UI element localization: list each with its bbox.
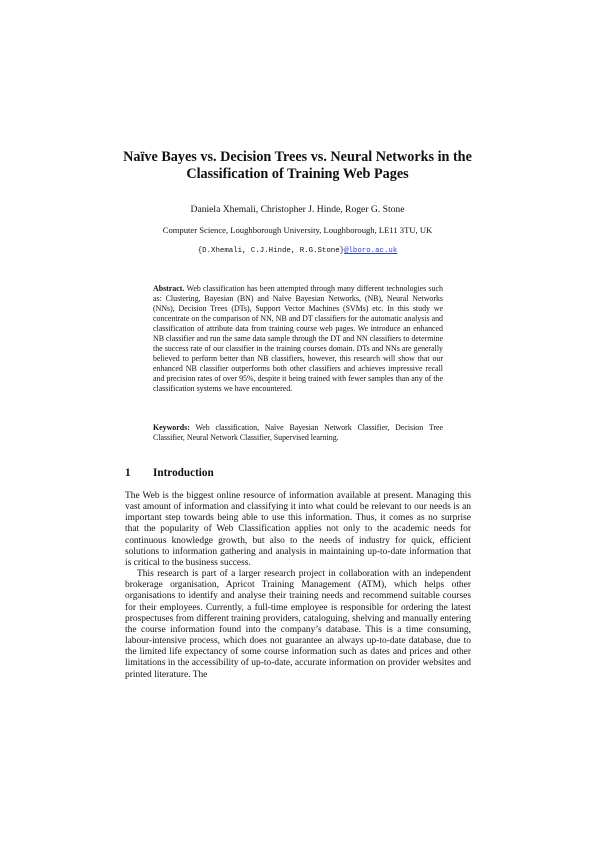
paragraph-1: The Web is the biggest online resource of information available at present. Managing this vast amount of information and classifying it into what could be relevant to our needs is an important step towards being able to use this information. Thus, it comes as no surprise that the popularity of Web Classification applies not only to the academic needs for continuous knowledge growth, but also to the needs of industry for quick, efficient solutions to information gathering and analysis in maintaining up-to-date information that is critical to the business success. <box>125 491 471 568</box>
section-number: 1 <box>125 467 131 479</box>
section-heading <box>125 466 214 480</box>
author-emails <box>100 246 495 256</box>
title-line-1: Naïve Bayes vs. Decision Trees vs. Neural Networks in the <box>123 149 472 165</box>
section-body <box>125 491 471 681</box>
keywords-text: Web classification, Naïve Bayesian Network Classifier, Decision Tree Classifier, Neural Network Classifier, Supervised learning. <box>153 423 443 443</box>
title-line-2: Classification of Training Web Pages <box>186 166 409 182</box>
affiliation: Computer Science, Loughborough University, Loughborough, LE11 3TU, UK <box>162 225 433 235</box>
keywords <box>153 423 443 443</box>
email-names: {D.Xhemali, C.J.Hinde, R.G.Stone} <box>197 247 345 255</box>
author-list: Daniela Xhemali, Christopher J. Hinde, Roger G. Stone <box>190 204 405 215</box>
section-title: Introduction <box>153 467 214 479</box>
paragraph-2: This research is part of a larger research project in collaboration with an independent brokerage organisation, Apricot Training Management (ATM), which helps other organisations to identify and analyse their training needs and recommend suitable courses for their employees. Currently, a full-time employee is responsible for ordering the latest prospectuses from different training providers, cataloguing, shelving and manually entering the course information found into the company’s database. This is a time consuming, labour-intensive process, which does not guarantee an always up-to-date database, due to the limited life expectancy of some course information such as dates and prices and other limitations in the accessibility of up-to-date, accurate information on provider websites and printed literature. The <box>125 569 471 680</box>
abstract-label: Abstract. <box>153 284 185 293</box>
abstract <box>153 284 443 395</box>
email-domain-link[interactable]: @lboro.ac.uk <box>344 247 398 255</box>
keywords-label: Keywords: <box>153 423 190 432</box>
abstract-text: Web classification has been attempted through many different technologies such as: Clustering, Bayesian (BN) and Naïve Bayesian Networks, (NB), Neural Networks (NNs), Decision Trees (DTs), Support Vector Machines (SVMs) etc. In this study we concentrate on the comparison of NN, NB and DT classifiers for the automatic analysis and classification of attribute data from training course web pages. We introduce an enhanced NB classifier and run the same data sample through the DT and NN classifiers to determine the success rate of our classifier in the training courses domain. DTs and NNs are generally believed to perform better than NB classifiers, however, this research will show that our enhanced NB classifier outperforms both other classifiers and achieves impressive recall and precision rates of over 95%, despite it being trained with fewer samples than any of the classification systems we have encountered. <box>153 284 443 394</box>
paper-title <box>100 149 495 183</box>
